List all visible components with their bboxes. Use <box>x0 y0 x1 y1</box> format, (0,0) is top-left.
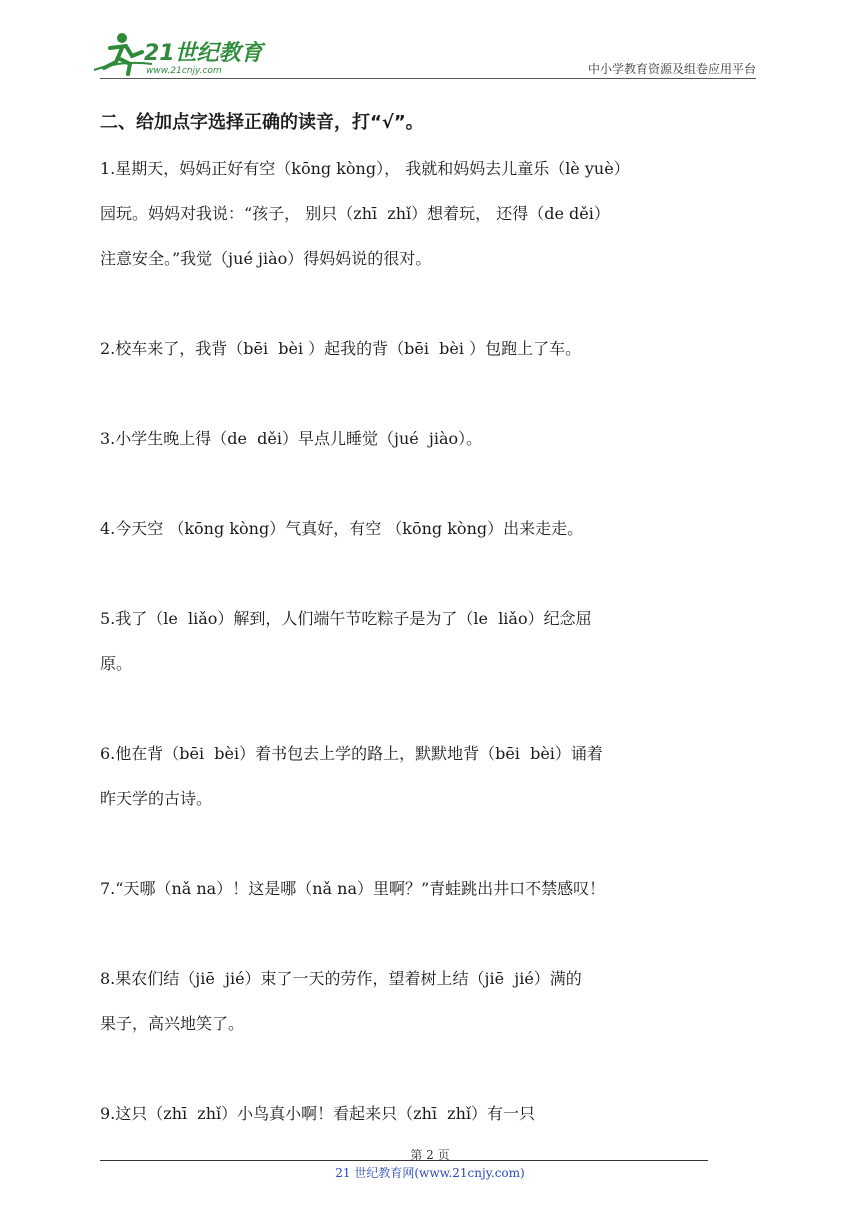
question-item <box>100 326 764 371</box>
question-line: 1.星期天，妈妈正好有空（kōng kòng）， 我就和妈妈去儿童乐（lè yuè） <box>100 159 630 178</box>
question-list <box>100 146 764 1136</box>
question-line: 果子，高兴地笑了。 <box>100 1014 245 1033</box>
question-gap <box>100 371 764 416</box>
question-line: 9.这只（zhī zhǐ）小鸟真小啊！看起来只（zhī zhǐ）有一只 <box>100 1104 536 1123</box>
question-item <box>100 1091 764 1136</box>
question-item <box>100 956 764 1046</box>
question-gap <box>100 686 764 731</box>
worksheet-body <box>100 100 764 1136</box>
page-header <box>0 0 860 90</box>
svg-text:www.21cnjy.com: www.21cnjy.com <box>146 66 222 76</box>
question-line: 原。 <box>100 654 133 673</box>
platform-label: 中小学教育资源及组卷应用平台 <box>587 62 756 76</box>
question-line: 2.校车来了，我背（bēi bèi ）起我的背（bēi bèi ）包跑上了车。 <box>100 339 582 358</box>
page-number: 第 2 页 <box>410 1148 450 1162</box>
question-item <box>100 146 764 281</box>
question-line: 5.我了（le liǎo）解到，人们端午节吃粽子是为了（le liǎo）纪念屈 <box>100 609 592 628</box>
question-gap <box>100 1046 764 1091</box>
question-item <box>100 506 764 551</box>
question-gap <box>100 551 764 596</box>
question-line: 7.“天哪（nǎ na）！这是哪（nǎ na）里啊？”青蛙跳出井口不禁感叹！ <box>100 879 606 898</box>
footer-divider <box>100 1160 708 1161</box>
question-line: 昨天学的古诗。 <box>100 789 213 808</box>
question-item <box>100 731 764 821</box>
question-gap <box>100 911 764 956</box>
site-link[interactable]: 21 世纪教育网(www.21cnjy.com) <box>335 1166 525 1180</box>
question-gap <box>100 821 764 866</box>
question-line: 注意安全。”我觉（jué jiào）得妈妈说的很对。 <box>100 249 432 268</box>
question-gap <box>100 461 764 506</box>
question-line: 3.小学生晚上得（de děi）早点儿睡觉（jué jiào）。 <box>100 429 483 448</box>
header-divider <box>100 78 756 79</box>
question-line: 6.他在背（bēi bèi）着书包去上学的路上，默默地背（bēi bèi）诵着 <box>100 744 603 763</box>
section-title: 二、给加点字选择正确的读音，打“√”。 <box>100 112 424 133</box>
question-item <box>100 596 764 686</box>
question-item <box>100 866 764 911</box>
logo <box>92 30 267 80</box>
question-line: 8.果农们结（jiē jié）束了一天的劳作，望着树上结（jiē jié）满的 <box>100 969 582 988</box>
question-gap <box>100 281 764 326</box>
question-item <box>100 416 764 461</box>
question-line: 4.今天空 （kōng kòng）气真好，有空 （kōng kòng）出来走走。 <box>100 519 584 538</box>
question-line: 园玩。妈妈对我说：“孩子， 别只（zhī zhǐ）想着玩， 还得（de děi） <box>100 204 610 223</box>
svg-text:21世纪教育: 21世纪教育 <box>144 41 263 66</box>
